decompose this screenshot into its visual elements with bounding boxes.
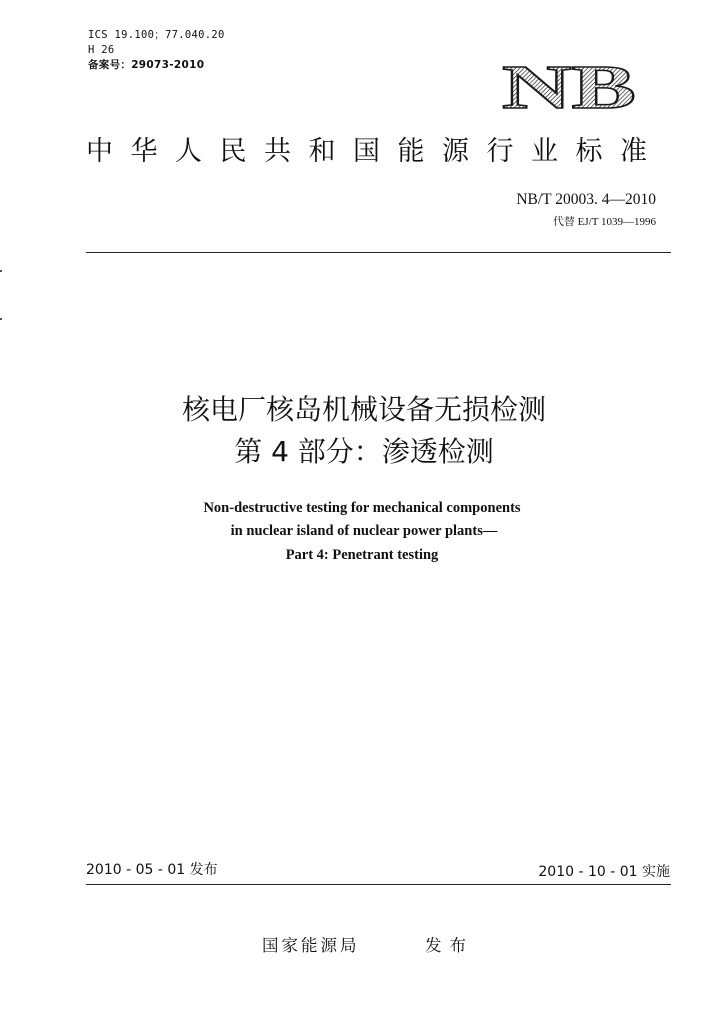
bottom-rule xyxy=(86,884,671,885)
filing-number: 备案号：29073-2010 xyxy=(88,59,205,71)
nb-logo-outline: NB xyxy=(502,62,636,112)
title-chinese-line-2: 第 4 部分：渗透检测 xyxy=(234,435,494,468)
publisher-name: 国家能源局 xyxy=(262,936,360,955)
standard-number: NB/T 20003. 4—2010 xyxy=(516,191,656,208)
title-english-line-2: in nuclear island of nuclear power plants— xyxy=(230,523,498,539)
title-chinese-line-1: 核电厂核岛机械设备无损检测 xyxy=(181,393,546,426)
nb-logo-glyphs xyxy=(502,62,636,112)
issue-date: 2010 - 05 - 01 发布 xyxy=(86,862,218,878)
scan-edge-mark xyxy=(0,318,2,320)
ccs-code: H 26 xyxy=(88,44,115,56)
top-rule xyxy=(86,252,671,253)
ics-code: ICS 19.100；77.040.20 xyxy=(88,29,225,41)
title-english-line-1: Non-destructive testing for mechanical components xyxy=(203,500,521,516)
industry-standard-title: 中华人民共和国能源行业标准 xyxy=(86,136,665,167)
scan-edge-mark xyxy=(0,270,2,272)
implementation-date: 2010 - 10 - 01 实施 xyxy=(538,864,670,880)
nb-logo xyxy=(500,62,638,112)
title-english-line-3: Part 4: Penetrant testing xyxy=(285,547,439,563)
publish-label: 发布 xyxy=(425,936,474,955)
replaces-standard: 代替 EJ/T 1039—1996 xyxy=(552,216,656,228)
